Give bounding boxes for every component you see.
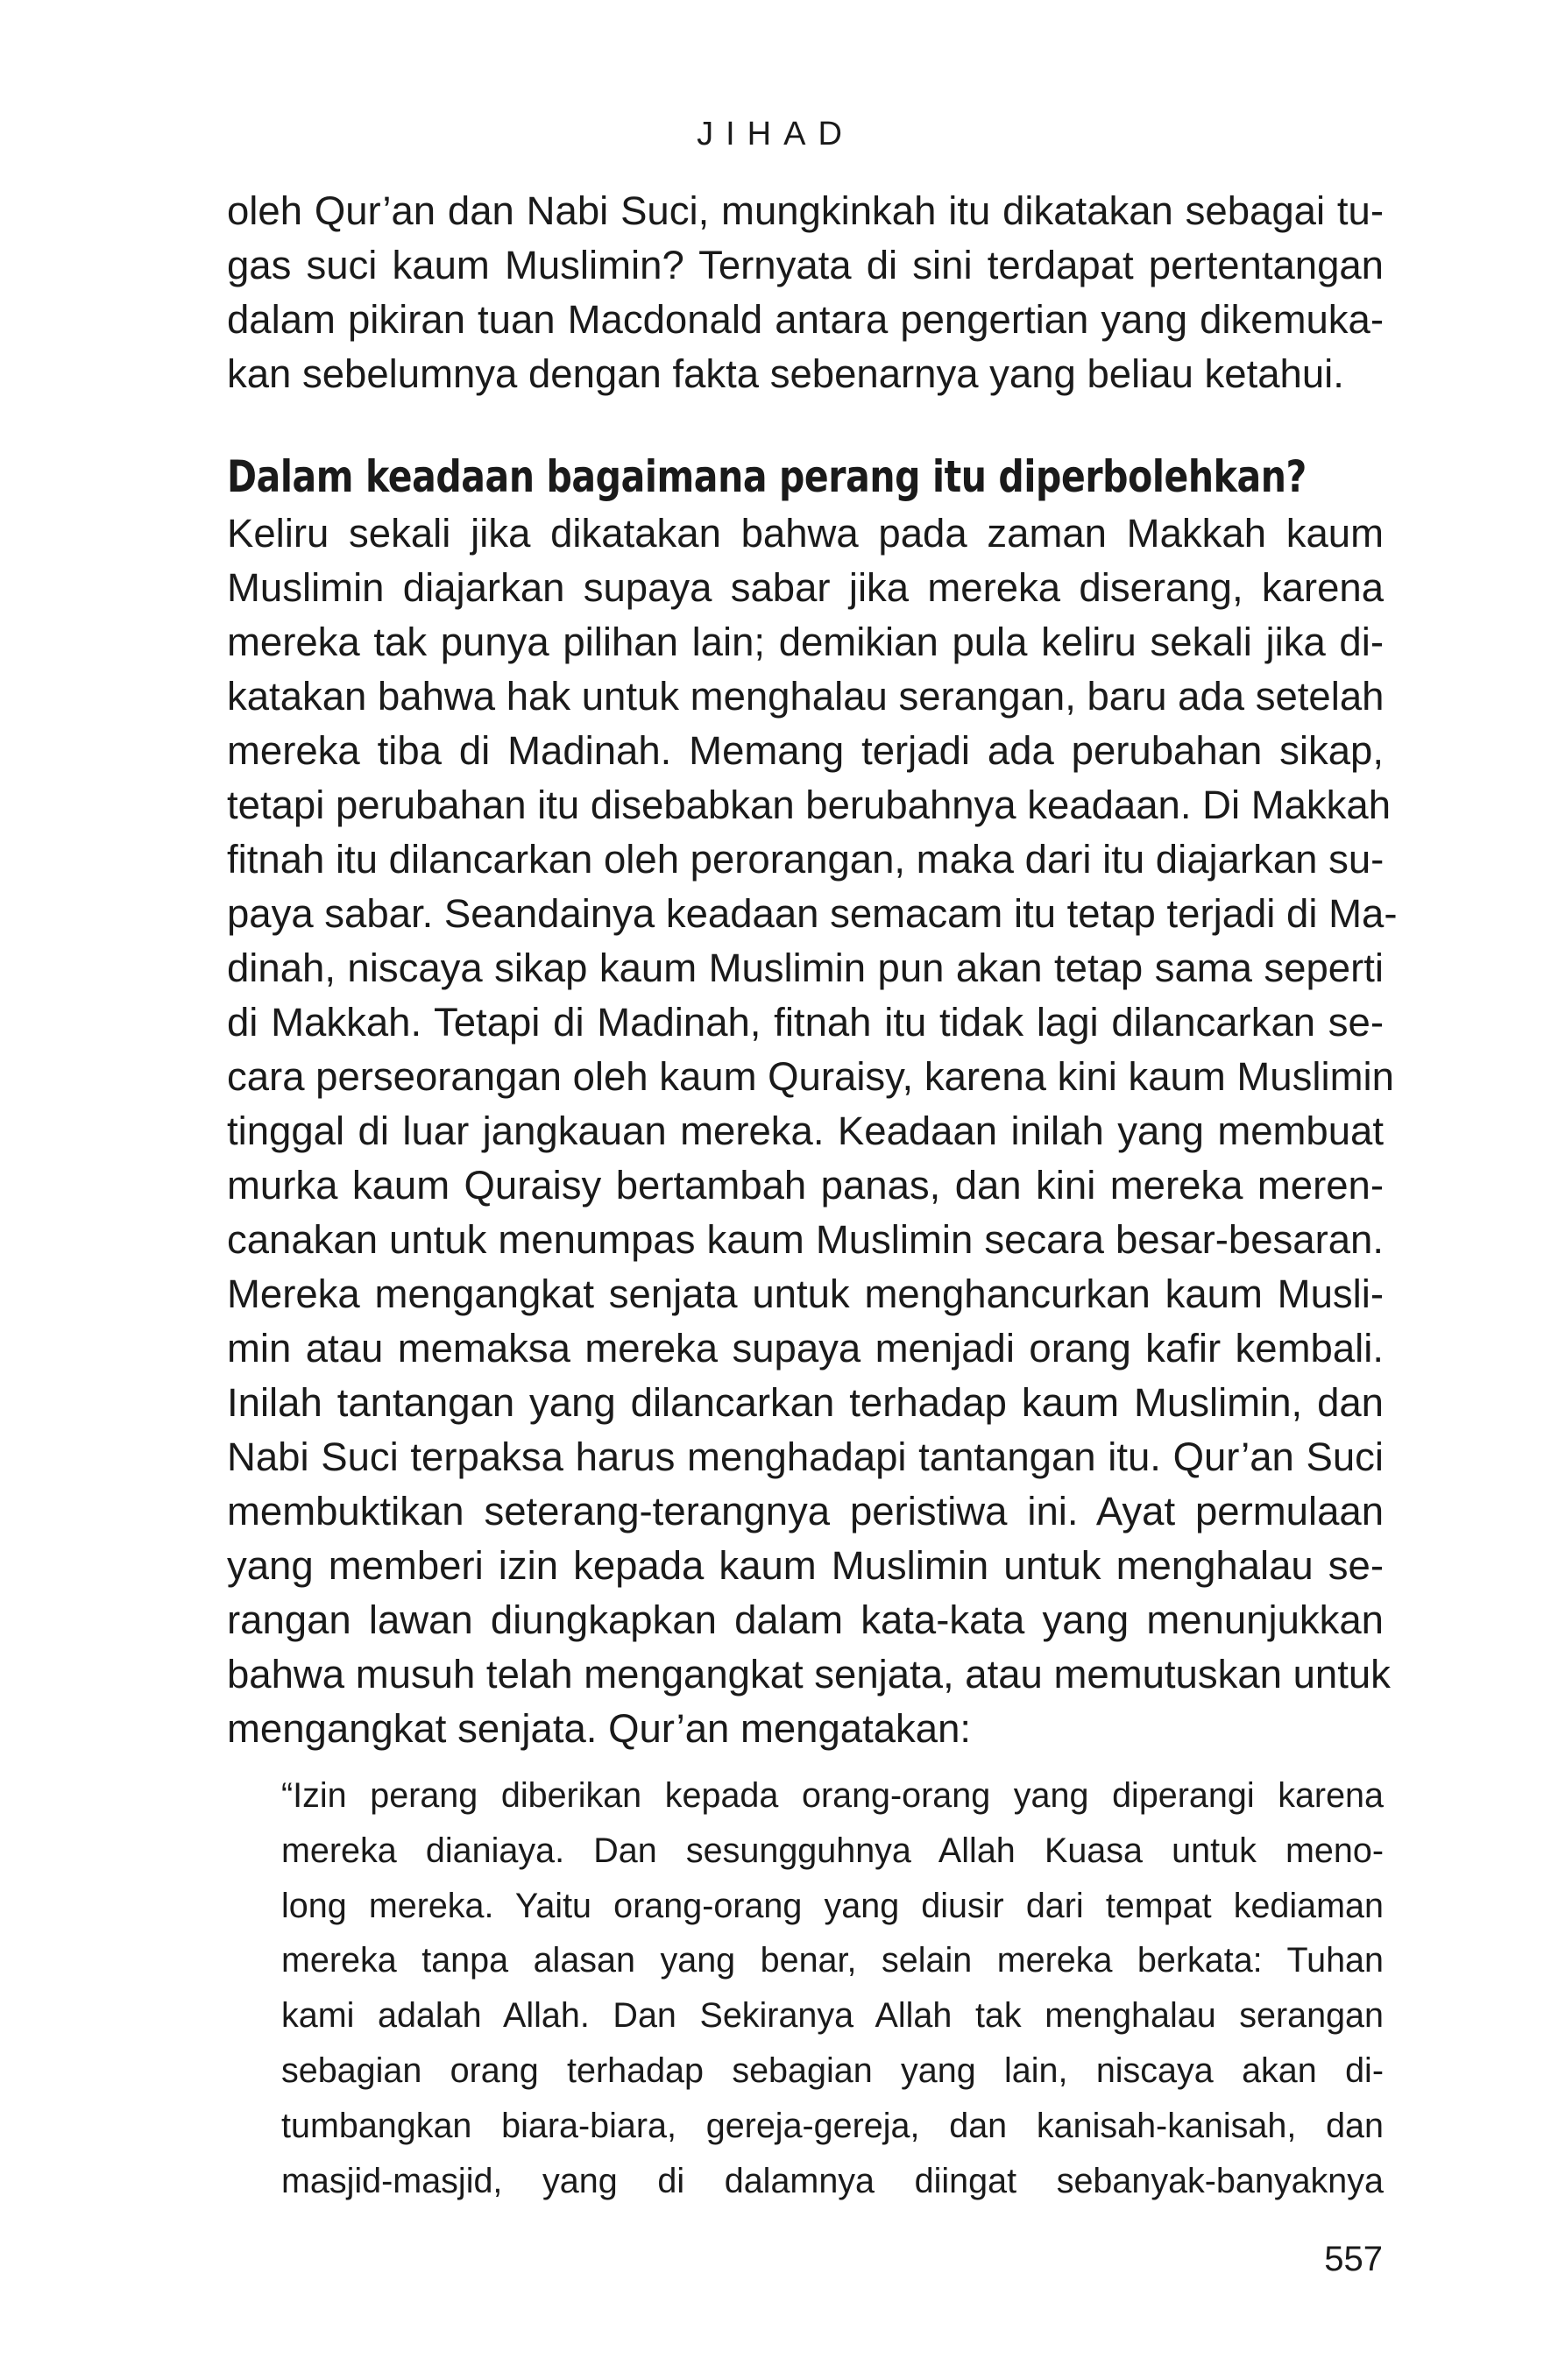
quote-line: kami adalah Allah. Dan Sekiranya Allah tak menghalau serangan: [281, 1996, 1384, 2036]
text-line: fitnah itu dilancarkan oleh perorangan, maka dari itu diajarkan su-: [227, 837, 1385, 882]
text-line: Keliru sekali jika dikatakan bahwa pada zaman Makkah kaum: [227, 511, 1384, 556]
paragraph-1: [227, 184, 1384, 401]
text-line: membuktikan seterang-terangnya peristiwa ini. Ayat permulaan: [227, 1489, 1384, 1534]
block-quote: [281, 1768, 1384, 2208]
text-line: min atau memaksa mereka supaya menjadi orang kafir kembali.: [227, 1326, 1384, 1371]
text-line: Muslimin diajarkan supaya sabar jika mereka diserang, karena: [227, 565, 1384, 610]
quote-line: tumbangkan biara-biara, gereja-gereja, dan kanisah-kanisah, dan: [281, 2106, 1384, 2145]
text-line: dalam pikiran tuan Macdonald antara pengertian yang dikemuka-: [227, 297, 1384, 342]
text-line: rangan lawan diungkapkan dalam kata-kata yang menunjukkan: [227, 1597, 1384, 1642]
page-body: [227, 184, 1398, 2208]
text-line: gas suci kaum Muslimin? Ternyata di sini terdapat pertentangan: [227, 243, 1384, 287]
section-heading: Dalam keadaan bagaimana perang itu diperbolehkan?: [227, 451, 1307, 502]
text-line: kan sebelumnya dengan fakta sebenarnya yang beliau ketahui.: [227, 351, 1344, 396]
quote-line: “Izin perang diberikan kepada orang-orang yang diperangi karena: [281, 1776, 1384, 1815]
text-line: di Makkah. Tetapi di Madinah, fitnah itu tidak lagi dilancarkan se-: [227, 1000, 1384, 1045]
paragraph-2: [227, 506, 1398, 1756]
quote-line: sebagian orang terhadap sebagian yang lain, niscaya akan di-: [281, 2051, 1384, 2090]
text-line: bahwa musuh telah mengangkat senjata, atau memutuskan untuk: [227, 1652, 1391, 1696]
running-head: JIHAD: [697, 116, 854, 152]
text-line: katakan bahwa hak untuk menghalau serangan, baru ada setelah: [227, 674, 1385, 719]
text-line: oleh Qur’an dan Nabi Suci, mungkinkah itu dikatakan sebagai tu-: [227, 188, 1384, 233]
quote-line: mereka tanpa alasan yang benar, selain mereka berkata: Tuhan: [281, 1941, 1384, 1980]
quote-line: long mereka. Yaitu orang-orang yang diusir dari tempat kediaman: [281, 1886, 1384, 1925]
text-line: cara perseorangan oleh kaum Quraisy, karena kini kaum Muslimin: [227, 1054, 1394, 1099]
page-number: 557: [1324, 2240, 1383, 2278]
text-line: mereka tak punya pilihan lain; demikian pula keliru sekali jika di-: [227, 620, 1384, 664]
text-line: dinah, niscaya sikap kaum Muslimin pun akan tetap sama seperti: [227, 946, 1384, 990]
text-line: canakan untuk menumpas kaum Muslimin secara besar-besaran.: [227, 1217, 1384, 1262]
quote-line: masjid-masjid, yang di dalamnya diingat sebanyak-banyaknya: [281, 2161, 1384, 2200]
text-line: yang memberi izin kepada kaum Muslimin untuk menghalau se-: [227, 1543, 1384, 1588]
text-line: Nabi Suci terpaksa harus menghadapi tantangan itu. Qur’an Suci: [227, 1434, 1384, 1479]
text-line: Inilah tantangan yang dilancarkan terhadap kaum Muslimin, dan: [227, 1380, 1384, 1425]
text-line: tetapi perubahan itu disebabkan berubahnya keadaan. Di Makkah: [227, 783, 1392, 827]
text-line: mengangkat senjata. Qur’an mengatakan:: [227, 1706, 972, 1751]
text-line: mereka tiba di Madinah. Memang terjadi ada perubahan sikap,: [227, 728, 1384, 773]
text-line: murka kaum Quraisy bertambah panas, dan kini mereka meren-: [227, 1163, 1384, 1208]
quote-line: mereka dianiaya. Dan sesungguhnya Allah Kuasa untuk meno-: [281, 1831, 1384, 1870]
text-line: tinggal di luar jangkauan mereka. Keadaan inilah yang membuat: [227, 1109, 1384, 1153]
text-line: paya sabar. Seandainya keadaan semacam itu tetap terjadi di Ma-: [227, 891, 1398, 936]
text-line: Mereka mengangkat senjata untuk menghancurkan kaum Musli-: [227, 1271, 1384, 1316]
